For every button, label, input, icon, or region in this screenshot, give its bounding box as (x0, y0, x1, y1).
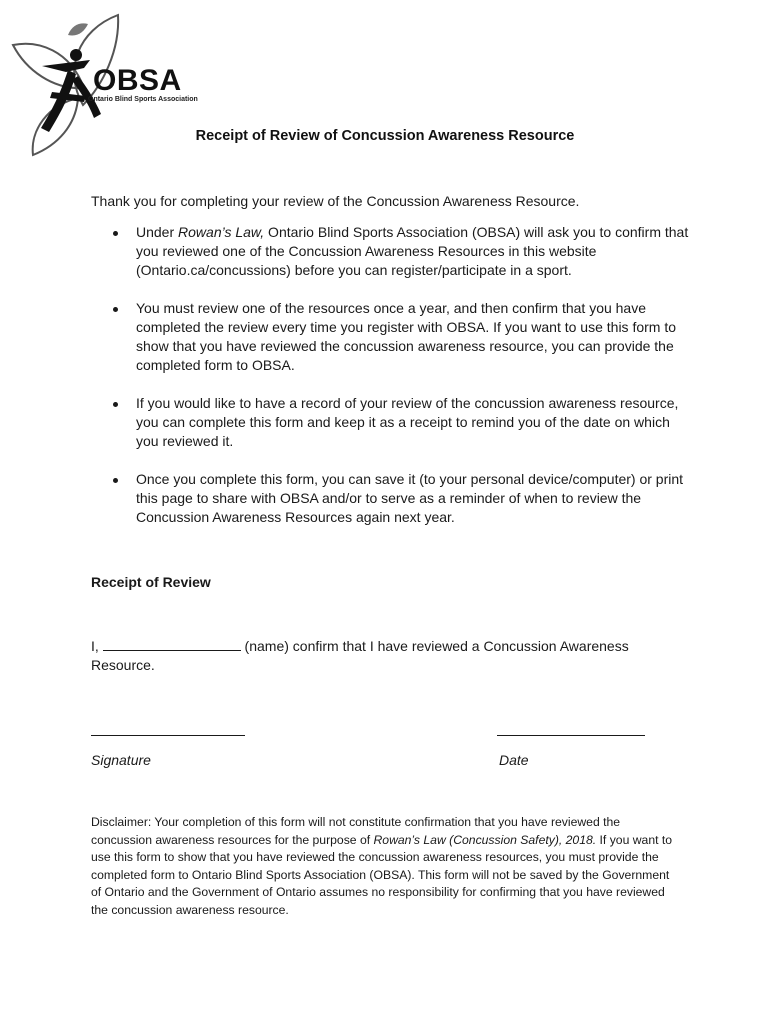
bullet-icon (113, 478, 118, 483)
bullet-icon (113, 307, 118, 312)
info-list (91, 223, 691, 527)
date-field[interactable] (497, 735, 645, 736)
logo-subtitle: Ontario Blind Sports Association (88, 96, 198, 103)
page-title: Receipt of Review of Concussion Awareness Resource (195, 128, 575, 144)
list-item: Once you complete this form, you can save it (to your personal device/computer) or print this page to share with OBSA and/or to serve as a reminder of when to review the Concussion Awareness Resources again next year. (91, 470, 691, 527)
list-item: Under Rowan’s Law, Ontario Blind Sports Association (OBSA) will ask you to confirm that you reviewed one of the Concussion Awareness Resources in this website (Ontario.ca/concussions) before you can register/participate in a sport. (91, 223, 691, 280)
name-field[interactable] (103, 638, 241, 651)
bullet-icon (113, 231, 118, 236)
bullet-icon (113, 402, 118, 407)
logo-wordmark: OBSA (93, 64, 182, 97)
confirmation-statement: I, (name) confirm that I have reviewed a Concussion Awareness Resource. (91, 638, 629, 673)
disclaimer: Disclaimer: Your completion of this form will not constitute confirmation that you have reviewed the concussion awareness resources for the purpose of Rowan’s Law (Concussion Safety), 2018. If you want to use this form to show that you have reviewed the concussion awareness resources, you must provide the completed form to Ontario Blind Sports Association (OBSA). This form will not be saved by the Government of Ontario and the Government of Ontario assumes no responsibility for confirming that you have reviewed the concussion awareness resource. (91, 815, 673, 917)
date-label: Date (499, 752, 529, 768)
signature-field[interactable] (91, 735, 245, 736)
signature-label: Signature (91, 752, 151, 768)
receipt-heading: Receipt of Review (91, 574, 211, 590)
list-item: You must review one of the resources once a year, and then confirm that you have completed the review every time you register with OBSA. If you want to use this form to show that you have reviewed the concussion awareness resource, you can provide the completed form to OBSA. (91, 299, 691, 375)
list-item: If you would like to have a record of your review of the concussion awareness resource, you can complete this form and keep it as a receipt to remind you of the date on which you reviewed it. (91, 394, 691, 451)
intro-text: Thank you for completing your review of the Concussion Awareness Resource. (91, 193, 580, 209)
